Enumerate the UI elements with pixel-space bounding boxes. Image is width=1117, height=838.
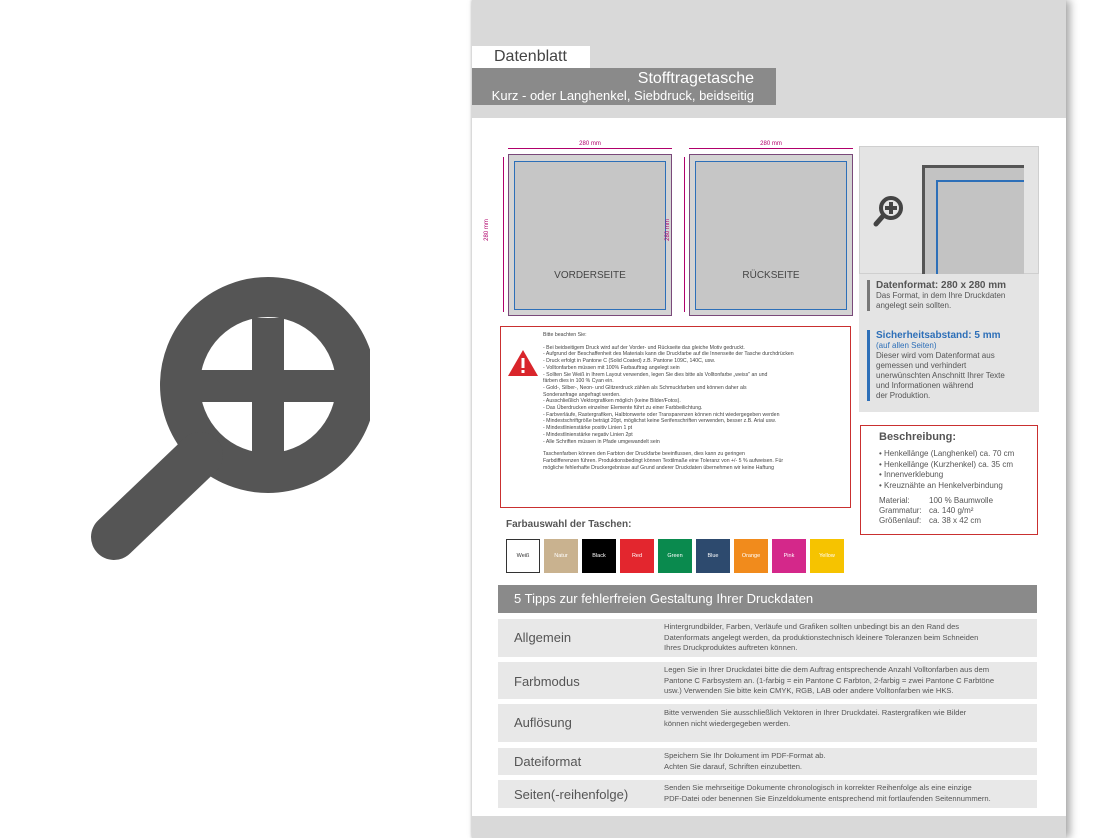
tips-header: 5 Tipps zur fehlerfreien Gestaltung Ihrer Druckdaten — [498, 585, 1037, 613]
tip-line: können nicht wiedergegeben werden. — [664, 718, 791, 728]
spec-value: ca. 140 g/m² — [929, 506, 974, 515]
bag-format — [689, 154, 853, 316]
tip-line: Senden Sie mehrseitige Dokumente chronologisch in korrekter Reihenfolge als eine einzige — [664, 783, 972, 792]
tip-row — [498, 704, 1037, 742]
spec-value: 100 % Baumwolle — [929, 496, 994, 505]
swatch-label: Weiß — [516, 553, 530, 559]
notes-footer-line: Farbdifferenzen führen. Produktionsbedingt können Textilmaße eine Toleranz von +/- 5 % aufweisen. Für — [543, 457, 784, 464]
description-box — [860, 425, 1038, 535]
print-notes-box — [500, 326, 851, 508]
back-side-label: RÜCKSEITE — [742, 270, 800, 281]
tip-row — [498, 748, 1037, 775]
height-dimension-line — [503, 157, 504, 312]
swatch-orange[interactable] — [734, 539, 768, 573]
tip-line: Speichern Sie Ihr Dokument im PDF-Format ab. — [664, 751, 826, 760]
corner-detail-thumbnail[interactable] — [859, 146, 1039, 274]
swatch-label: Green — [667, 553, 683, 559]
height-dimension-label: 280 mm — [483, 219, 490, 241]
tip-line: Datenformats angelegt werden, da produktionstechnisch kleinere Toleranzen beim Schneiden — [664, 632, 979, 642]
safety-margin-line: unerwünschten Anschnitt Ihrer Texte — [876, 371, 1005, 380]
front-diagram — [483, 141, 680, 320]
format-info-panel — [859, 274, 1039, 412]
spec-row — [879, 506, 1037, 516]
tip-text — [664, 622, 1032, 654]
tip-text — [664, 665, 1032, 697]
notes-line: - Gold-, Silber-, Neon- und Glitzerdruck zählen als Schmuckfarben und können daher als — [543, 384, 747, 391]
tip-label: Seiten(-reihenfolge) — [514, 787, 629, 802]
swatch-label: Red — [631, 553, 643, 559]
product-title: Stofftragetasche — [637, 70, 754, 87]
tip-label: Dateiformat — [514, 754, 582, 769]
swatch-black[interactable] — [582, 539, 616, 573]
spec-key: Grammatur: — [879, 506, 922, 515]
tip-line: PDF-Datei oder benennen Sie Einzeldokumente entsprechend mit fortlaufenden Seitennummern. — [664, 793, 991, 803]
width-dimension-line — [508, 148, 672, 149]
tip-label: Allgemein — [514, 630, 572, 645]
tip-text — [664, 783, 1032, 804]
swatch-label: Orange — [741, 553, 761, 559]
description-list — [879, 449, 1037, 491]
notes-line: - Das Überdrucken einzelner Elemente führt zu einer Farbbeilichtung. — [543, 405, 703, 412]
swatch-label: Pink — [783, 553, 795, 559]
tip-label: Farbmodus — [514, 674, 580, 689]
swatch-pink[interactable] — [772, 539, 806, 573]
description-item: • Henkellänge (Kurzhenkel) ca. 35 cm — [879, 459, 1013, 469]
height-dimension-line — [684, 157, 685, 312]
color-swatches — [506, 539, 844, 573]
swatch-label: Yellow — [819, 553, 835, 559]
front-side-label: VORDERSEITE — [554, 270, 626, 281]
tip-text — [664, 708, 1032, 729]
safety-margin-line: und Informationen während — [876, 381, 974, 390]
tip-row — [498, 619, 1037, 657]
tip-line: usw.) Verwenden Sie bitte kein CMYK, RGB, LAB oder andere Volltonfarben wie HKS. — [664, 686, 954, 695]
notes-line: - Volltonfarben müssen mit 100% Farbauftrag angelegt sein — [543, 364, 680, 371]
notes-intro: Bitte beachten Sie: — [543, 332, 587, 338]
tip-line: Achten Sie darauf, Schriften einzubetten. — [664, 761, 803, 771]
safety-margin-line: der Produktion. — [876, 391, 931, 400]
tip-label: Auflösung — [514, 715, 572, 730]
print-notes-text — [543, 332, 848, 471]
tip-row — [498, 780, 1037, 808]
notes-line: - Druck erfolgt in Pantone C (Solid Coated) z.B. Pantone 109C, 140C, usw. — [543, 358, 716, 365]
specifications — [879, 496, 1037, 526]
spec-key: Größenlauf: — [879, 516, 922, 525]
spec-row — [879, 516, 1037, 526]
safety-margin-block — [867, 330, 1005, 401]
safety-margin-line: gemessen und verhindert — [876, 361, 967, 370]
data-format-line: angelegt sein sollten. — [876, 301, 952, 310]
swatch-green[interactable] — [658, 539, 692, 573]
notes-line: - Farbverläufe, Rastergrafiken, Halbtonwerte oder Transparenzen können nicht wiedergegeben werden — [543, 411, 780, 418]
data-format-block — [867, 280, 1006, 311]
description-title: Beschreibung: — [879, 431, 957, 443]
notes-line: - Mindestlinienstärke positiv Linien 1 pt — [543, 425, 633, 432]
width-dimension-line — [689, 148, 853, 149]
notes-line: - Aufgrund der Beschaffenheit des Materials kann die Druckfarbe auf die Innenseite der Tasche durchdrücken — [543, 351, 794, 358]
datasheet-tab: Datenblatt — [472, 46, 590, 68]
safety-margin-line: Dieser wird vom Datenformat aus — [876, 351, 995, 360]
swatch-label: Black — [592, 553, 606, 559]
notes-line: Sonderanfrage angefragt werden. — [543, 391, 621, 398]
data-format-title: Datenformat: 280 x 280 mm — [876, 280, 1007, 291]
product-subtitle: Kurz - oder Langhenkel, Siebdruck, beidseitig — [491, 88, 754, 103]
tip-line: Legen Sie in Ihrer Druckdatei bitte die dem Auftrag entsprechende Anzahl Volltonfarben aus dem — [664, 665, 990, 674]
notes-line: - Ausschließlich Vektorgrafiken möglich (keine Bilder/Fotos). — [543, 398, 681, 405]
spec-value: ca. 38 x 42 cm — [929, 516, 982, 525]
description-item: • Kreuznähte an Henkelverbindung — [879, 480, 1003, 490]
notes-footer-line: mögliche fehlerhafte Druckergebnisse auf Grund anderer Druckdaten übernehmen wir keine Haftung — [543, 464, 774, 471]
description-item: • Henkellänge (Langhenkel) ca. 70 cm — [879, 449, 1015, 458]
tip-row — [498, 662, 1037, 699]
notes-line: - Mindestschriftgröße beträgt 20pt, möglichst keine Serifenschriften verwenden, besser z.B. Arial usw. — [543, 418, 776, 425]
width-dimension-label: 280 mm — [579, 141, 601, 147]
description-item: • Innenverklebung — [879, 470, 944, 479]
tip-line: Hintergrundbilder, Farben, Verläufe und Grafiken sollten unbedingt bis an den Rand des — [664, 622, 960, 631]
tip-line: Ihres Druckproduktes auftreten können. — [664, 643, 798, 652]
title-band — [472, 68, 776, 105]
notes-line: - Alle Schriften müssen in Pfade umgewandelt sein — [543, 438, 660, 445]
swatch-white[interactable] — [506, 539, 540, 573]
safety-margin-subtitle: (auf allen Seiten) — [876, 341, 937, 350]
tip-line: Bitte verwenden Sie ausschließlich Vektoren in Ihrer Druckdatei. Rastergrafiken wie Bilder — [664, 708, 967, 717]
bag-safety-area — [695, 161, 847, 310]
zoom-in-icon[interactable] — [872, 195, 904, 229]
spec-row — [879, 496, 1037, 506]
warning-icon — [507, 349, 539, 377]
swatch-blue[interactable] — [696, 539, 730, 573]
swatch-natur[interactable] — [544, 539, 578, 573]
spec-key: Material: — [879, 496, 910, 505]
zoom-in-icon[interactable] — [90, 275, 370, 565]
safety-corner — [936, 180, 1024, 275]
swatch-label: Blue — [707, 553, 719, 559]
notes-line: - Mindestlinienstärke negativ Linien 2pt — [543, 431, 633, 438]
notes-line: - Bei beidseitigem Druck wird auf der Vorder- und Rückseite das gleiche Motiv gedruckt. — [543, 344, 745, 351]
color-selection-title: Farbauswahl der Taschen: — [506, 519, 632, 530]
bag-safety-area — [514, 161, 666, 310]
back-diagram — [664, 141, 861, 320]
bag-format — [508, 154, 672, 316]
safety-margin-title: Sicherheitsabstand: 5 mm — [876, 330, 1001, 341]
notes-footer-line: Taschenfarben können den Farbton der Druckfarbe beeinflussen, dies kann zu geringen — [543, 451, 745, 458]
notes-line: färben dies in 100 % Cyan ein. — [543, 378, 614, 385]
height-dimension-label: 280 mm — [664, 219, 671, 241]
swatch-yellow[interactable] — [810, 539, 844, 573]
notes-line: - Sollten Sie Weiß in Ihrem Layout verwenden, legen Sie dies bitte als Volltonfarbe „weiss" an und — [543, 371, 768, 378]
width-dimension-label: 280 mm — [760, 141, 782, 147]
tip-line: Pantone C Farbsystem an. (1-farbig = ein Pantone C Farbton, 2-farbig = zwei Pantone C Farbtöne — [664, 675, 995, 685]
swatch-label: Natur — [554, 553, 568, 559]
data-format-line: Das Format, in dem Ihre Druckdaten — [876, 291, 1006, 300]
tip-text — [664, 751, 1032, 772]
datasheet — [472, 0, 1066, 838]
sheet-footer-band — [472, 816, 1066, 838]
swatch-red[interactable] — [620, 539, 654, 573]
